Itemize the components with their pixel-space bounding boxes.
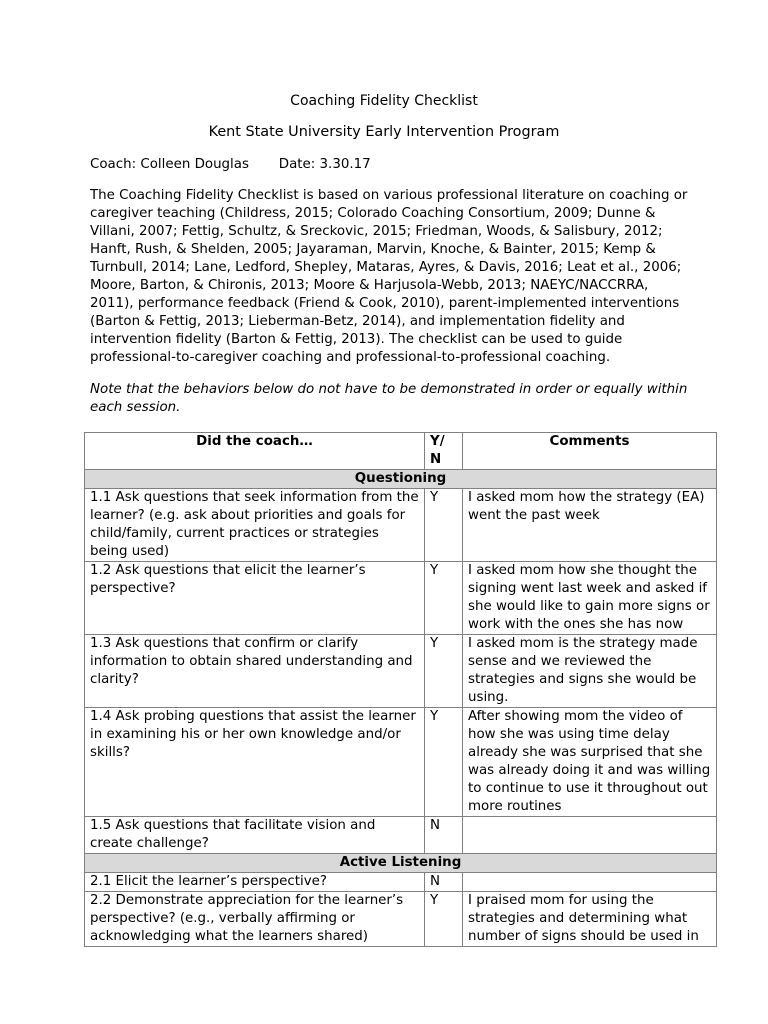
section-row-active-listening [85,854,717,873]
behavior-cell: 1.4 Ask probing questions that assist the learner in examining his or her own knowledge and/or skills? [85,708,425,817]
table-row [85,817,717,854]
yn-cell: N [425,873,463,892]
yn-cell: Y [425,892,463,947]
header-comments: Comments [463,433,717,470]
coach-label: Coach: Colleen Douglas [90,157,249,172]
comment-cell: I asked mom how the strategy (EA) went the past week [463,489,717,562]
document-title: Coaching Fidelity Checklist [290,93,478,109]
behavior-cell: 1.2 Ask questions that elicit the learner’s perspective? [85,562,425,635]
section-row-questioning [85,470,717,489]
yn-cell: Y [425,708,463,817]
behavior-cell: 2.1 Elicit the learner’s perspective? [85,873,425,892]
date-label: Date: 3.30.17 [278,157,371,172]
header-yn: Y/ N [425,433,463,470]
section-title: Active Listening [85,854,717,873]
comment-cell [463,817,717,854]
yn-cell: Y [425,635,463,708]
behavior-cell: 1.1 Ask questions that seek information from the learner? (e.g. ask about priorities and goals for child/family, current practices or strategies being used) [85,489,425,562]
section-title: Questioning [85,470,717,489]
table-row [85,708,717,817]
table-row [85,873,717,892]
comment-cell: I asked mom how she thought the signing went last week and asked if she would like to gain more signs or work with the ones she has now [463,562,717,635]
fidelity-checklist-table [84,432,717,947]
comment-cell [463,873,717,892]
comment-cell: After showing mom the video of how she was using time delay already she was surprised that she was already doing it and was willing to continue to use it throughout out more routines [463,708,717,817]
header-behavior: Did the coach… [85,433,425,470]
yn-cell: N [425,817,463,854]
table-row [85,892,717,947]
coach-date-line [90,156,371,174]
table-row [85,562,717,635]
comment-cell: I asked mom is the strategy made sense and we reviewed the strategies and signs she would be using. [463,635,717,708]
header-row [85,433,717,470]
yn-cell: Y [425,562,463,635]
behavior-cell: 2.2 Demonstrate appreciation for the learner’s perspective? (e.g., verbally affirming or acknowledging what the learners shared) [85,892,425,947]
yn-cell: Y [425,489,463,562]
program-name: Kent State University Early Intervention Program [208,124,560,140]
behavior-cell: 1.5 Ask questions that facilitate vision and create challenge? [85,817,425,854]
behavior-cell: 1.3 Ask questions that confirm or clarify information to obtain shared understanding and clarity? [85,635,425,708]
table-row [85,635,717,708]
table-row [85,489,717,562]
intro-paragraph: The Coaching Fidelity Checklist is based on various professional literature on coaching or caregiver teaching (Childress, 2015; Colorado Coaching Consortium, 2009; Dunne & Villani, 2007; Fettig, Schultz, & Sreckovic, 2015; Friedman, Woods, & Salisbury, 2012; Hanft, Rush, & Shelden, 2005; Jayaraman, Marvin, Knoche, & Bainter, 2015; Kemp & Turnbull, 2014; Lane, Ledford, Shepley, Mataras, Ayres, & Davis, 2016; Leat et al., 2006; Moore, Barton, & Chironis, 2013; Moore & Harjusola-Webb, 2013; NAEYC/NACCRRA, 2011), performance feedback (Friend & Cook, 2010), parent-implemented interventions (Barton & Fettig, 2013; Lieberman-Betz, 2014), and implementation fidelity and intervention fidelity (Barton & Fettig, 2013). The checklist can be used to guide professional-to-caregiver coaching and professional-to-professional coaching. [90,188,688,365]
comment-cell: I praised mom for using the strategies and determining what number of signs should be used in [463,892,717,947]
order-note: Note that the behaviors below do not have to be demonstrated in order or equally within each session. [90,382,688,415]
